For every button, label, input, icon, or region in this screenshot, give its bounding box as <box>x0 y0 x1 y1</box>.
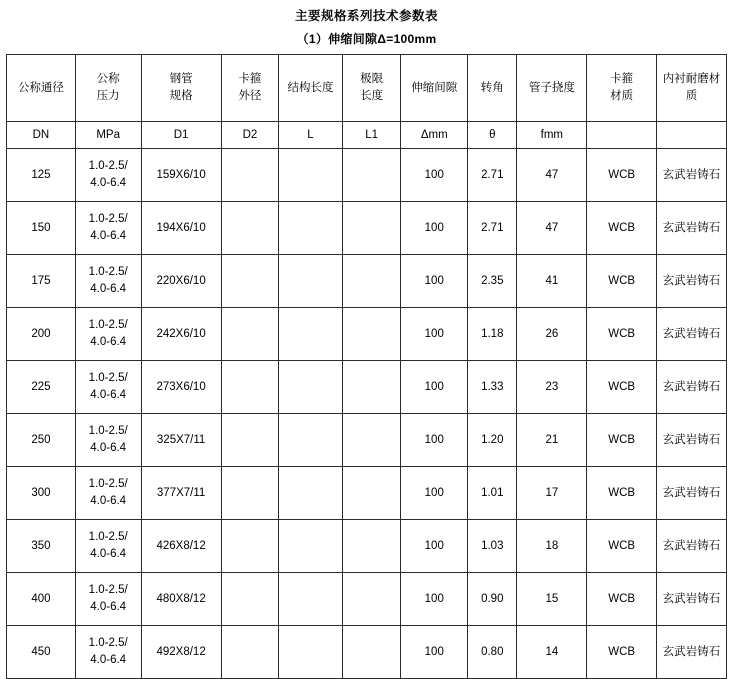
cell-lining: 玄武岩铸石 <box>657 308 727 361</box>
cell-pressure <box>75 520 141 573</box>
pressure-line1: 1.0-2.5/ <box>88 160 128 173</box>
pressure-line1: 1.0-2.5/ <box>88 531 128 544</box>
cell-pressure <box>75 308 141 361</box>
cell-deflection: 18 <box>517 520 587 573</box>
header-cell-clamp-od <box>221 55 279 122</box>
header-line1: 结构长度 <box>287 81 334 94</box>
cell-clamp-od <box>221 626 279 679</box>
cell-clamp-od <box>221 308 279 361</box>
cell-gap: 100 <box>401 414 468 467</box>
cell-gap: 100 <box>401 361 468 414</box>
pressure-line2: 4.0-6.4 <box>90 442 127 454</box>
cell-clamp-od <box>221 361 279 414</box>
cell-dn: 400 <box>7 573 76 626</box>
cell-deflection: 47 <box>517 149 587 202</box>
cell-deflection: 41 <box>517 255 587 308</box>
unit-cell-limit-length: L1 <box>342 122 401 149</box>
cell-limit-length <box>342 149 401 202</box>
unit-cell-clamp-od: D2 <box>221 122 279 149</box>
cell-clamp-od <box>221 414 279 467</box>
cell-angle: 2.71 <box>468 149 517 202</box>
cell-pressure <box>75 255 141 308</box>
page-title: 主要规格系列技术参数表 <box>294 9 438 23</box>
cell-pipe-spec: 377X7/11 <box>141 467 221 520</box>
cell-gap: 100 <box>401 149 468 202</box>
document-page <box>0 6 733 679</box>
cell-clamp-material: WCB <box>587 520 657 573</box>
pressure-line1: 1.0-2.5/ <box>88 213 128 226</box>
cell-pressure <box>75 202 141 255</box>
table-row <box>7 520 727 573</box>
cell-clamp-od <box>221 202 279 255</box>
cell-pipe-spec: 194X6/10 <box>141 202 221 255</box>
unit-cell-deflection: fmm <box>517 122 587 149</box>
header-line2: 长度 <box>360 90 384 102</box>
cell-deflection: 23 <box>517 361 587 414</box>
header-cell-length <box>279 55 343 122</box>
cell-length <box>279 255 343 308</box>
cell-limit-length <box>342 626 401 679</box>
cell-pipe-spec: 220X6/10 <box>141 255 221 308</box>
header-cell-pipe-spec <box>141 55 221 122</box>
pressure-line2: 4.0-6.4 <box>90 230 127 242</box>
cell-length <box>279 520 343 573</box>
cell-pipe-spec: 492X8/12 <box>141 626 221 679</box>
table-row <box>7 414 727 467</box>
header-cell-pressure <box>75 55 141 122</box>
cell-clamp-material: WCB <box>587 414 657 467</box>
header-line2: 压力 <box>96 90 120 102</box>
header-cell-dn <box>7 55 76 122</box>
cell-length <box>279 361 343 414</box>
cell-angle: 1.20 <box>468 414 517 467</box>
cell-dn: 200 <box>7 308 76 361</box>
cell-dn: 225 <box>7 361 76 414</box>
cell-dn: 150 <box>7 202 76 255</box>
unit-cell-pipe-spec: D1 <box>141 122 221 149</box>
header-cell-lining <box>657 55 727 122</box>
cell-angle: 1.33 <box>468 361 517 414</box>
cell-lining: 玄武岩铸石 <box>657 202 727 255</box>
cell-clamp-od <box>221 573 279 626</box>
header-row-labels <box>7 55 727 122</box>
cell-pressure <box>75 626 141 679</box>
header-line1: 卡箍 <box>238 73 262 86</box>
cell-lining: 玄武岩铸石 <box>657 467 727 520</box>
header-line1: 卡箍 <box>610 73 634 86</box>
table-row <box>7 573 727 626</box>
table-row <box>7 202 727 255</box>
cell-limit-length <box>342 361 401 414</box>
cell-pipe-spec: 325X7/11 <box>141 414 221 467</box>
pressure-line2: 4.0-6.4 <box>90 389 127 401</box>
table-row <box>7 149 727 202</box>
cell-length <box>279 202 343 255</box>
cell-deflection: 26 <box>517 308 587 361</box>
cell-pressure <box>75 361 141 414</box>
cell-clamp-material: WCB <box>587 573 657 626</box>
cell-lining: 玄武岩铸石 <box>657 255 727 308</box>
cell-lining: 玄武岩铸石 <box>657 520 727 573</box>
cell-pipe-spec: 159X6/10 <box>141 149 221 202</box>
cell-lining: 玄武岩铸石 <box>657 149 727 202</box>
cell-angle: 1.18 <box>468 308 517 361</box>
cell-gap: 100 <box>401 467 468 520</box>
cell-deflection: 21 <box>517 414 587 467</box>
cell-lining: 玄武岩铸石 <box>657 361 727 414</box>
cell-length <box>279 149 343 202</box>
header-line1: 钢管 <box>169 73 193 86</box>
cell-pressure <box>75 414 141 467</box>
header-line2: 质 <box>685 90 698 102</box>
cell-deflection: 17 <box>517 467 587 520</box>
cell-limit-length <box>342 573 401 626</box>
table-row <box>7 626 727 679</box>
cell-lining: 玄武岩铸石 <box>657 626 727 679</box>
cell-clamp-material: WCB <box>587 255 657 308</box>
header-cell-angle <box>468 55 517 122</box>
cell-gap: 100 <box>401 308 468 361</box>
cell-clamp-material: WCB <box>587 149 657 202</box>
cell-dn: 300 <box>7 467 76 520</box>
cell-pipe-spec: 480X8/12 <box>141 573 221 626</box>
pressure-line2: 4.0-6.4 <box>90 601 127 613</box>
header-line1: 内衬耐磨材 <box>662 73 721 86</box>
pressure-line2: 4.0-6.4 <box>90 548 127 560</box>
cell-angle: 0.80 <box>468 626 517 679</box>
cell-clamp-material: WCB <box>587 361 657 414</box>
table-row <box>7 308 727 361</box>
header-cell-clamp-material <box>587 55 657 122</box>
header-line2: 材质 <box>610 90 634 102</box>
pressure-line2: 4.0-6.4 <box>90 654 127 666</box>
unit-cell-clamp-material <box>587 122 657 149</box>
cell-pressure <box>75 467 141 520</box>
cell-angle: 2.71 <box>468 202 517 255</box>
header-line1: 转角 <box>480 81 504 94</box>
pressure-line2: 4.0-6.4 <box>90 495 127 507</box>
cell-limit-length <box>342 520 401 573</box>
header-line2: 外径 <box>238 90 262 102</box>
cell-deflection: 14 <box>517 626 587 679</box>
cell-clamp-od <box>221 520 279 573</box>
cell-length <box>279 467 343 520</box>
cell-lining: 玄武岩铸石 <box>657 573 727 626</box>
cell-dn: 250 <box>7 414 76 467</box>
table-body <box>7 149 727 679</box>
header-cell-deflection <box>517 55 587 122</box>
cell-length <box>279 414 343 467</box>
cell-angle: 0.90 <box>468 573 517 626</box>
pressure-line1: 1.0-2.5/ <box>88 372 128 385</box>
cell-limit-length <box>342 414 401 467</box>
header-line1: 极限 <box>360 73 384 86</box>
cell-clamp-material: WCB <box>587 467 657 520</box>
table-row <box>7 255 727 308</box>
unit-cell-angle: θ <box>468 122 517 149</box>
cell-length <box>279 626 343 679</box>
unit-cell-gap: Δmm <box>401 122 468 149</box>
cell-gap: 100 <box>401 573 468 626</box>
cell-gap: 100 <box>401 255 468 308</box>
unit-cell-pressure: MPa <box>75 122 141 149</box>
cell-clamp-material: WCB <box>587 308 657 361</box>
pressure-line1: 1.0-2.5/ <box>88 478 128 491</box>
header-cell-gap <box>401 55 468 122</box>
cell-length <box>279 573 343 626</box>
header-row-units <box>7 122 727 149</box>
cell-limit-length <box>342 255 401 308</box>
cell-gap: 100 <box>401 626 468 679</box>
cell-pipe-spec: 242X6/10 <box>141 308 221 361</box>
cell-angle: 2.35 <box>468 255 517 308</box>
pressure-line1: 1.0-2.5/ <box>88 266 128 279</box>
pressure-line1: 1.0-2.5/ <box>88 637 128 650</box>
header-line1: 管子挠度 <box>528 81 575 94</box>
pressure-line1: 1.0-2.5/ <box>88 425 128 438</box>
cell-limit-length <box>342 202 401 255</box>
cell-angle: 1.03 <box>468 520 517 573</box>
table-header <box>7 55 727 149</box>
pressure-line1: 1.0-2.5/ <box>88 584 128 597</box>
header-line1: 伸缩间隙 <box>411 81 458 94</box>
pressure-line2: 4.0-6.4 <box>90 283 127 295</box>
cell-pipe-spec: 426X8/12 <box>141 520 221 573</box>
unit-cell-lining <box>657 122 727 149</box>
cell-angle: 1.01 <box>468 467 517 520</box>
header-line1: 公称 <box>96 73 120 86</box>
cell-clamp-od <box>221 255 279 308</box>
cell-clamp-material: WCB <box>587 202 657 255</box>
header-line1: 公称通径 <box>17 81 64 94</box>
header-line2: 规格 <box>169 90 193 102</box>
cell-length <box>279 308 343 361</box>
spec-table <box>6 54 727 679</box>
cell-limit-length <box>342 308 401 361</box>
cell-dn: 175 <box>7 255 76 308</box>
unit-cell-length: L <box>279 122 343 149</box>
cell-gap: 100 <box>401 520 468 573</box>
cell-lining: 玄武岩铸石 <box>657 414 727 467</box>
unit-cell-dn: DN <box>7 122 76 149</box>
pressure-line2: 4.0-6.4 <box>90 177 127 189</box>
cell-pressure <box>75 573 141 626</box>
cell-pressure <box>75 149 141 202</box>
cell-dn: 450 <box>7 626 76 679</box>
cell-limit-length <box>342 467 401 520</box>
cell-clamp-od <box>221 467 279 520</box>
cell-deflection: 47 <box>517 202 587 255</box>
cell-clamp-material: WCB <box>587 626 657 679</box>
cell-pipe-spec: 273X6/10 <box>141 361 221 414</box>
pressure-line2: 4.0-6.4 <box>90 336 127 348</box>
table-row <box>7 361 727 414</box>
cell-gap: 100 <box>401 202 468 255</box>
header-cell-limit-length <box>342 55 401 122</box>
pressure-line1: 1.0-2.5/ <box>88 319 128 332</box>
table-row <box>7 467 727 520</box>
cell-clamp-od <box>221 149 279 202</box>
cell-dn: 125 <box>7 149 76 202</box>
page-subtitle: （1）伸缩间隙Δ=100mm <box>296 32 437 46</box>
cell-dn: 350 <box>7 520 76 573</box>
cell-deflection: 15 <box>517 573 587 626</box>
